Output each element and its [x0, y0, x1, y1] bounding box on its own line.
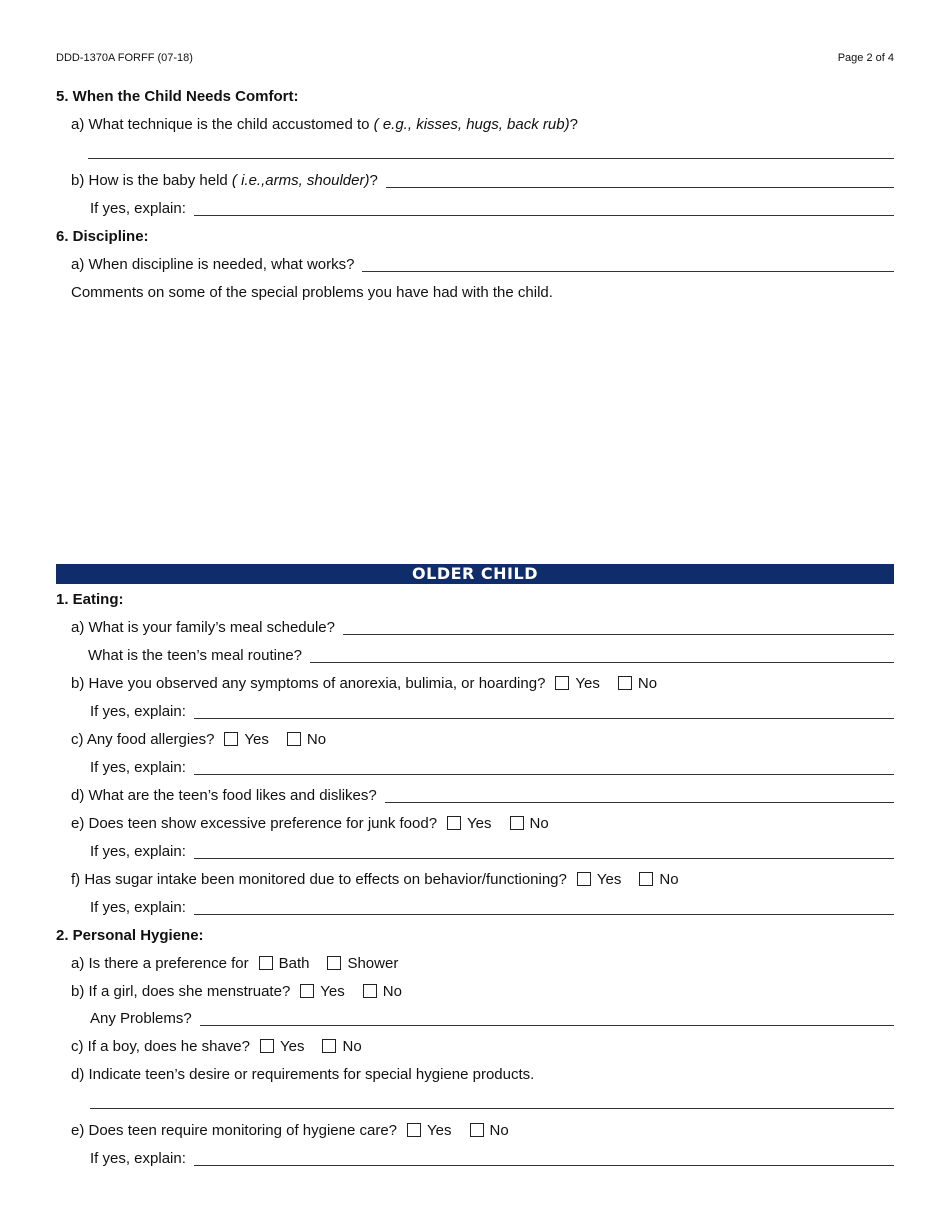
eating-c-yes-checkbox[interactable] [224, 732, 238, 746]
eating-d-label: d) What are the teen’s food likes and dislikes? [71, 787, 377, 804]
comfort-a-question [71, 115, 894, 135]
section-eating-title: 1. Eating: [56, 591, 124, 608]
page-number: Page 2 of 4 [837, 52, 894, 64]
section-discipline-title: 6. Discipline: [56, 228, 149, 245]
hygiene-e-label: e) Does teen require monitoring of hygiene care? [71, 1122, 398, 1139]
eating-c-explain-line[interactable] [194, 774, 894, 775]
eating-e-yes-checkbox[interactable] [447, 816, 461, 830]
yes-label: Yes [575, 675, 600, 692]
no-label: No [659, 871, 679, 888]
discipline-a-row [71, 255, 894, 275]
eating-c-label: c) Any food allergies? [71, 731, 215, 748]
hygiene-bath-checkbox[interactable] [259, 956, 273, 970]
comfort-b-answer-line[interactable] [386, 187, 894, 188]
eating-a-row [71, 618, 894, 638]
eating-f-yes-checkbox[interactable] [577, 872, 591, 886]
yes-label: Yes [244, 731, 269, 748]
eating-b-no-checkbox[interactable] [618, 676, 632, 690]
comfort-b-question [71, 171, 894, 191]
eating-e-explain-row [90, 842, 894, 862]
comfort-a-answer-line[interactable] [88, 158, 894, 159]
discipline-comments-label: Comments on some of the special problems you have had with the child. [71, 284, 553, 301]
eating-a-label: a) What is your family’s meal schedule? [71, 619, 335, 636]
bath-label: Bath [278, 955, 310, 972]
yes-label: Yes [427, 1122, 452, 1139]
no-label: No [529, 815, 549, 832]
eating-b-yes-checkbox[interactable] [555, 676, 569, 690]
eating-a2-label: What is the teen’s meal routine? [88, 647, 303, 664]
eating-c-explain-label: If yes, explain: [90, 759, 186, 776]
eating-e-row [71, 814, 894, 834]
eating-b-row [71, 674, 894, 694]
hygiene-problems-label: Any Problems? [90, 1010, 192, 1027]
hygiene-problems-line[interactable] [200, 1025, 894, 1026]
comfort-b-label: b) How is the baby held [71, 172, 232, 189]
discipline-a-label: a) When discipline is needed, what works? [71, 256, 355, 273]
hygiene-e-explain-row [90, 1149, 894, 1169]
hygiene-e-explain-line[interactable] [194, 1165, 894, 1166]
hygiene-e-no-checkbox[interactable] [470, 1123, 484, 1137]
eating-d-line[interactable] [385, 802, 894, 803]
eating-f-row [71, 870, 894, 890]
hygiene-c-yes-checkbox[interactable] [260, 1039, 274, 1053]
hygiene-e-explain-label: If yes, explain: [90, 1150, 186, 1167]
no-label: No [306, 731, 327, 748]
hygiene-a-row [71, 954, 894, 974]
hygiene-problems-row [90, 1009, 894, 1029]
discipline-a-line[interactable] [362, 271, 894, 272]
hygiene-c-label: c) If a boy, does he shave? [71, 1038, 250, 1055]
shower-label: Shower [347, 955, 399, 972]
yes-label: Yes [467, 815, 492, 832]
no-label: No [637, 675, 658, 692]
hygiene-shower-checkbox[interactable] [327, 956, 341, 970]
eating-a-line[interactable] [343, 634, 894, 635]
eating-e-explain-line[interactable] [194, 858, 894, 859]
eating-e-label: e) Does teen show excessive preference for junk food? [71, 815, 438, 832]
yes-label: Yes [280, 1038, 305, 1055]
eating-f-explain-label: If yes, explain: [90, 899, 186, 916]
section-hygiene-title: 2. Personal Hygiene: [56, 927, 204, 944]
yes-label: Yes [596, 871, 622, 888]
hygiene-e-row [71, 1121, 894, 1141]
no-label: No [342, 1038, 362, 1055]
eating-f-label: f) Has sugar intake been monitored due to effects on behavior/functioning? [71, 871, 567, 888]
eating-c-row [71, 730, 894, 750]
eating-c-explain-row [90, 758, 894, 778]
comfort-a-label: a) What technique is the child accustomed to [71, 116, 374, 133]
hygiene-b-label: b) If a girl, does she menstruate? [71, 983, 291, 1000]
eating-e-explain-label: If yes, explain: [90, 843, 186, 860]
eating-b-label: b) Have you observed any symptoms of anorexia, bulimia, or hoarding? [71, 675, 546, 692]
eating-a2-row [88, 646, 894, 666]
comfort-explain-label: If yes, explain: [90, 200, 186, 217]
no-label: No [382, 983, 402, 1000]
eating-b-explain-line[interactable] [194, 718, 894, 719]
eating-d-row [71, 786, 894, 806]
eating-a2-line[interactable] [310, 662, 894, 663]
comfort-b-example: ( i.e.,arms, shoulder) [231, 172, 370, 189]
hygiene-a-label: a) Is there a preference for [71, 955, 249, 972]
older-child-banner: OLDER CHILD [56, 564, 894, 584]
comfort-explain-line[interactable] [194, 215, 894, 216]
eating-f-explain-row [90, 898, 894, 918]
comfort-explain-row [90, 199, 894, 219]
eating-b-explain-row [90, 702, 894, 722]
eating-e-no-checkbox[interactable] [510, 816, 524, 830]
eating-f-no-checkbox[interactable] [639, 872, 653, 886]
hygiene-b-no-checkbox[interactable] [363, 984, 377, 998]
eating-f-explain-line[interactable] [194, 914, 894, 915]
hygiene-e-yes-checkbox[interactable] [407, 1123, 421, 1137]
form-id: DDD-1370A FORFF (07-18) [56, 52, 193, 64]
eating-b-explain-label: If yes, explain: [90, 703, 186, 720]
hygiene-c-no-checkbox[interactable] [322, 1039, 336, 1053]
comfort-b-suffix: ? [369, 172, 378, 189]
eating-c-no-checkbox[interactable] [287, 732, 301, 746]
hygiene-c-row [71, 1037, 894, 1057]
comfort-a-example: ( e.g., kisses, hugs, back rub) [373, 116, 570, 133]
yes-label: Yes [320, 983, 345, 1000]
no-label: No [489, 1122, 509, 1139]
hygiene-b-yes-checkbox[interactable] [300, 984, 314, 998]
hygiene-b-row [71, 982, 894, 1002]
hygiene-d-label: d) Indicate teen’s desire or requirements for special hygiene products. [71, 1066, 535, 1083]
comfort-a-suffix: ? [569, 116, 578, 133]
section-comfort-title: 5. When the Child Needs Comfort: [56, 88, 299, 105]
hygiene-d-answer-line[interactable] [90, 1108, 894, 1109]
